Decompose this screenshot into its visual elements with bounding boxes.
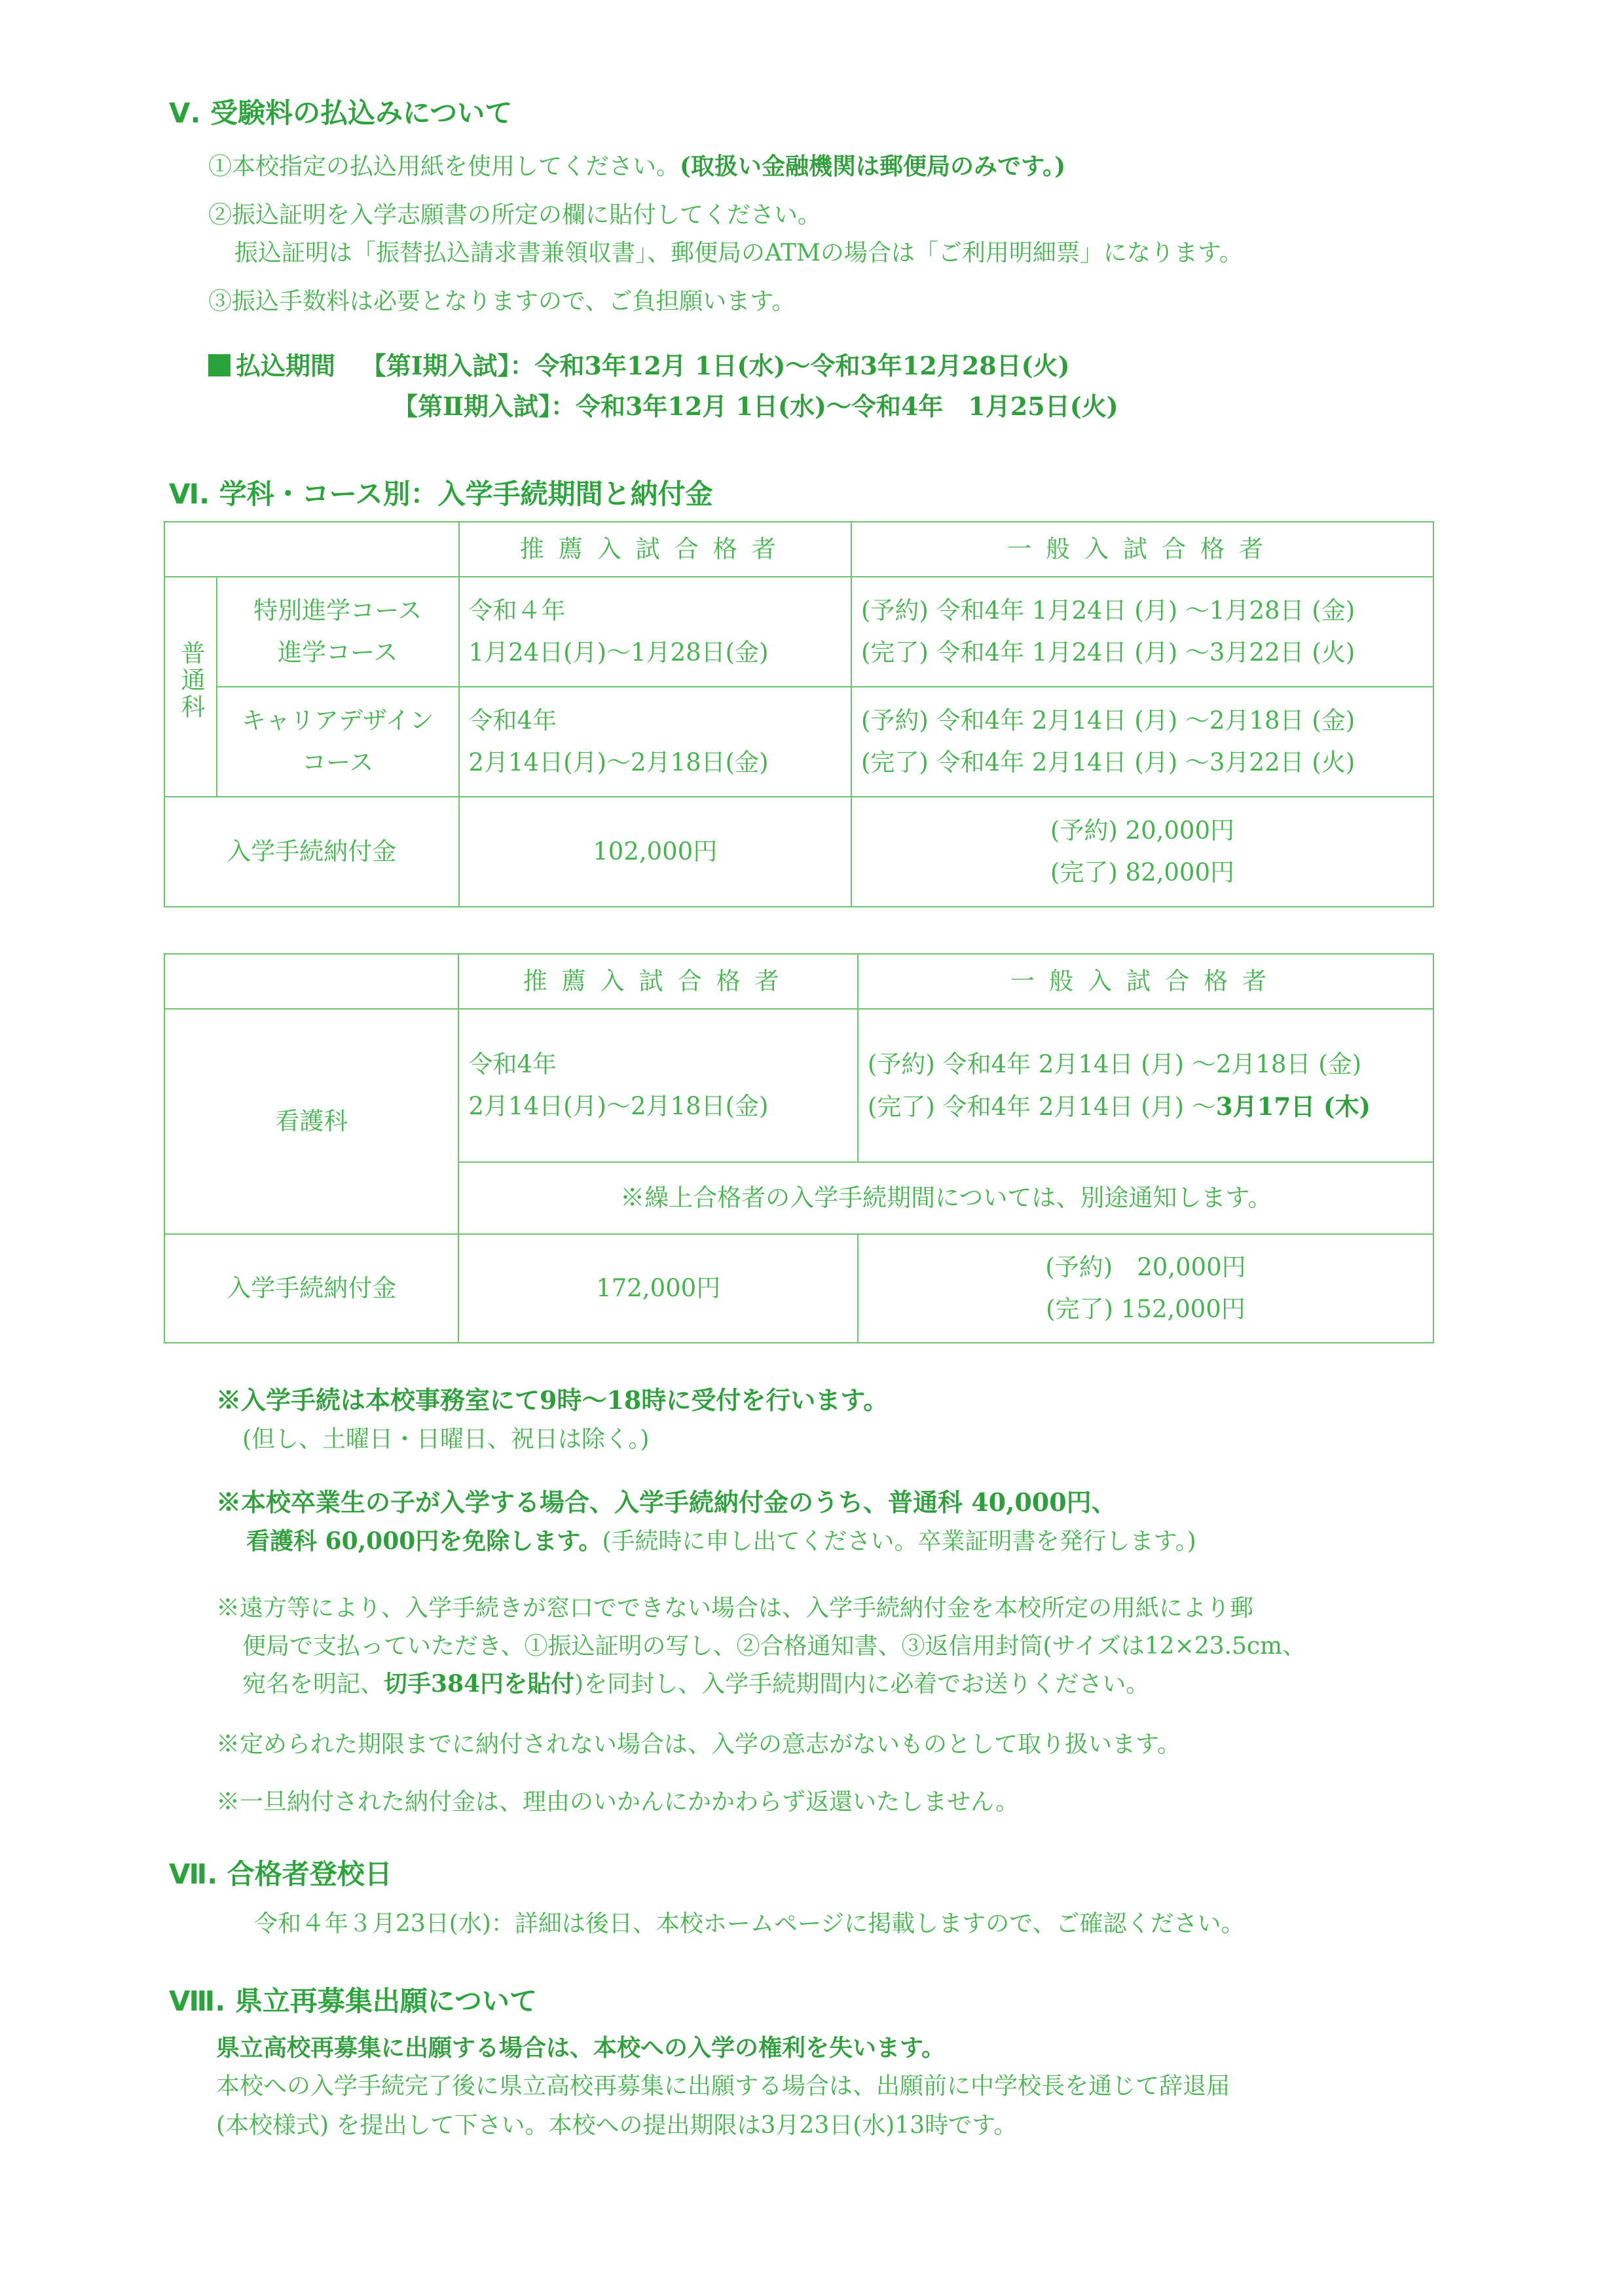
nursing-gen-line2b: 3月17日 (木) (1215, 1091, 1371, 1121)
note-2-line-a: ※本校卒業生の子が入学する場合、入学手続納付金のうち、普通科 40,000円、 (216, 1487, 1116, 1517)
payment-period-row-1 (208, 346, 1070, 382)
course1-recommend-cell (459, 577, 851, 687)
course1-name-line1: 特別進学コース (253, 596, 422, 625)
table2-fee-recommend: 172,000円 (458, 1234, 857, 1343)
section-8-title: Ⅷ. 県立再募集出願について (169, 1985, 537, 2017)
course2-name-line2: コース (302, 748, 374, 776)
fee-table-general (164, 521, 1434, 907)
section-6-title: Ⅵ. 学科・コース別：入学手続期間と納付金 (169, 478, 713, 510)
course1-cell (217, 577, 459, 687)
table2-fee-gen-line2: (完了) 152,000円 (1046, 1295, 1246, 1323)
sec5-line-3: 振込証明は「振替払込請求書兼領収書」、郵便局のATMの場合は「ご利用明細票」になります。 (234, 240, 1244, 266)
note-1-line-a: ※入学手続は本校事務室にて9時～18時に受付を行います。 (216, 1385, 889, 1415)
nursing-rec-line2: 2月14日(月)～2月18日(金) (468, 1092, 769, 1120)
nursing-rec-line1: 令和4年 (468, 1050, 557, 1078)
sec8-line-2: 本校への入学手続完了後に県立高校再募集に出願する場合は、出願前に中学校長を通じて辞退届 (216, 2073, 1230, 2100)
course1-name-line2: 進学コース (278, 638, 398, 666)
course2-general-cell (851, 687, 1433, 797)
table2-header-recommend: 推薦入試合格者 (458, 954, 857, 1009)
table2-fee-general (858, 1234, 1433, 1343)
payment-period-row-2 (393, 386, 1118, 422)
note-1-line-b: (但し、土曜日・日曜日、祝日は除く。) (242, 1426, 650, 1453)
course2-name-line1: キャリアデザイン (242, 706, 434, 735)
sec8-line-3: (本校様式) を提出して下さい。本校への提出期限は3月23日(水)13時です。 (216, 2112, 1018, 2139)
dept-general-label: 普通科 (176, 640, 205, 721)
note-3-line-b: 便局で支払っていただき、①振込証明の写し、②合格通知書、③返信用封筒(サイズは12×23.5cm、 (242, 1633, 1306, 1660)
table2-fee-row (164, 1234, 1433, 1343)
period-1-value: ：令和3年12月 1日(水)～令和3年12月28日(火) (509, 351, 1070, 380)
course2-recommend-cell (459, 687, 851, 797)
table2-header-general: 一般入試合格者 (858, 954, 1433, 1009)
course2-cell (217, 687, 459, 797)
course2-rec-line1: 令和4年 (468, 706, 557, 735)
table1-header-recommend: 推薦入試合格者 (459, 522, 851, 577)
note-3-line-a: ※遠方等により、入学手続きが窓口でできない場合は、入学手続納付金を本校所定の用紙により郵 (216, 1595, 1254, 1622)
payment-period-label: 払込期間 (236, 351, 336, 380)
dept-nursing-label: 看護科 (164, 1009, 458, 1234)
course1-gen-line1: (予約) 令和4年 1月24日 (月) ～1月28日 (金) (860, 596, 1356, 625)
nursing-gen-line2a: (完了) 令和4年 2月14日 (月) ～ (867, 1092, 1216, 1121)
note-3-line-c (242, 1666, 1149, 1699)
table1-fee-gen-line1: (予約) 20,000円 (1050, 816, 1235, 845)
sec5-line-4: ③振込手数料は必要となりますので、ご負担願います。 (208, 288, 796, 315)
course1-rec-line2: 1月24日(月)～1月28日(金) (468, 638, 769, 666)
note-3-line-c1: 宛名を明記、 (242, 1671, 384, 1698)
period-2-value: ：令和3年12月 1日(水)～令和4年 1月25日(火) (551, 392, 1118, 421)
sec5-line-2: ②振込証明を入学志願書の所定の欄に貼付してください。 (208, 202, 822, 228)
note-4: ※定められた期限までに納付されない場合は、入学の意志がないものとして取り扱います。 (216, 1731, 1181, 1758)
period-1-label: 【第Ⅰ期入試】 (361, 351, 510, 380)
nursing-recommend-cell (458, 1009, 857, 1162)
section-5-title: Ⅴ. 受験料の払込みについて (169, 97, 513, 129)
table1-fee-gen-line2: (完了) 82,000円 (1050, 858, 1235, 886)
course2-rec-line2: 2月14日(月)～2月18日(金) (468, 748, 769, 776)
table1-header-row (164, 522, 1433, 577)
table2-fee-label: 入学手続納付金 (164, 1234, 458, 1343)
table1-row-course2 (164, 687, 1433, 797)
section-7-title: Ⅶ. 合格者登校日 (169, 1858, 392, 1890)
table1-corner (164, 522, 459, 577)
nursing-gen-line1: (予約) 令和4年 2月14日 (月) ～2月18日 (金) (867, 1049, 1362, 1078)
table2-corner (164, 954, 458, 1009)
sec7-text: 令和４年３月23日(水)：詳細は後日、本校ホームページに掲載しますので、ご確認ください。 (254, 1910, 1245, 1937)
sec5-line-1b: (取扱い金融機関は郵便局のみです。) (680, 153, 1066, 180)
table2-fee-gen-line1: (予約) 20,000円 (1045, 1253, 1246, 1281)
table2-note: ※繰上合格者の入学手続期間については、別途通知します。 (458, 1162, 1433, 1234)
table1-row-course1 (164, 577, 1433, 687)
note-2-line-b1: 看護科 60,000円を免除します。 (246, 1527, 602, 1555)
fee-table-nursing (164, 953, 1434, 1343)
course1-gen-line2: (完了) 令和4年 1月24日 (月) ～3月22日 (火) (860, 638, 1356, 666)
table2-period-row (164, 1009, 1433, 1162)
table1-fee-row (164, 797, 1433, 907)
note-3-line-c3: )を同封し、入学手続期間内に必着でお送りください。 (574, 1671, 1150, 1698)
course1-general-cell (851, 577, 1433, 687)
sec5-line-1a: ①本校指定の払込用紙を使用してください。 (208, 153, 680, 180)
note-2-line-b (246, 1523, 1196, 1556)
course1-rec-line1: 令和４年 (468, 596, 566, 625)
table1-fee-general (851, 797, 1433, 907)
note-3-line-c2: 切手384円を貼付 (384, 1670, 575, 1698)
note-5: ※一旦納付された納付金は、理由のいかんにかかわらず返還いたしません。 (216, 1789, 1020, 1815)
nursing-gen-line2 (868, 1085, 1424, 1128)
table1-header-general: 一般入試合格者 (851, 522, 1433, 577)
sec5-line-1 (208, 148, 1065, 181)
table1-fee-recommend: 102,000円 (459, 797, 851, 907)
period-2-label: 【第Ⅱ期入試】 (393, 392, 551, 421)
sec8-line-1: 県立高校再募集に出願する場合は、本校への入学の権利を失います。 (216, 2034, 946, 2062)
note-2-line-b2: (手続時に申し出てください。卒業証明書を発行します。) (602, 1528, 1196, 1555)
course2-gen-line2: (完了) 令和4年 2月14日 (月) ～3月22日 (火) (860, 748, 1356, 776)
table1-fee-label: 入学手続納付金 (164, 797, 459, 907)
square-bullet-icon (208, 354, 231, 376)
table2-header-row (164, 954, 1433, 1009)
dept-general-cell (164, 577, 217, 797)
course2-gen-line1: (予約) 令和4年 2月14日 (月) ～2月18日 (金) (860, 706, 1356, 735)
nursing-general-cell (858, 1009, 1433, 1162)
